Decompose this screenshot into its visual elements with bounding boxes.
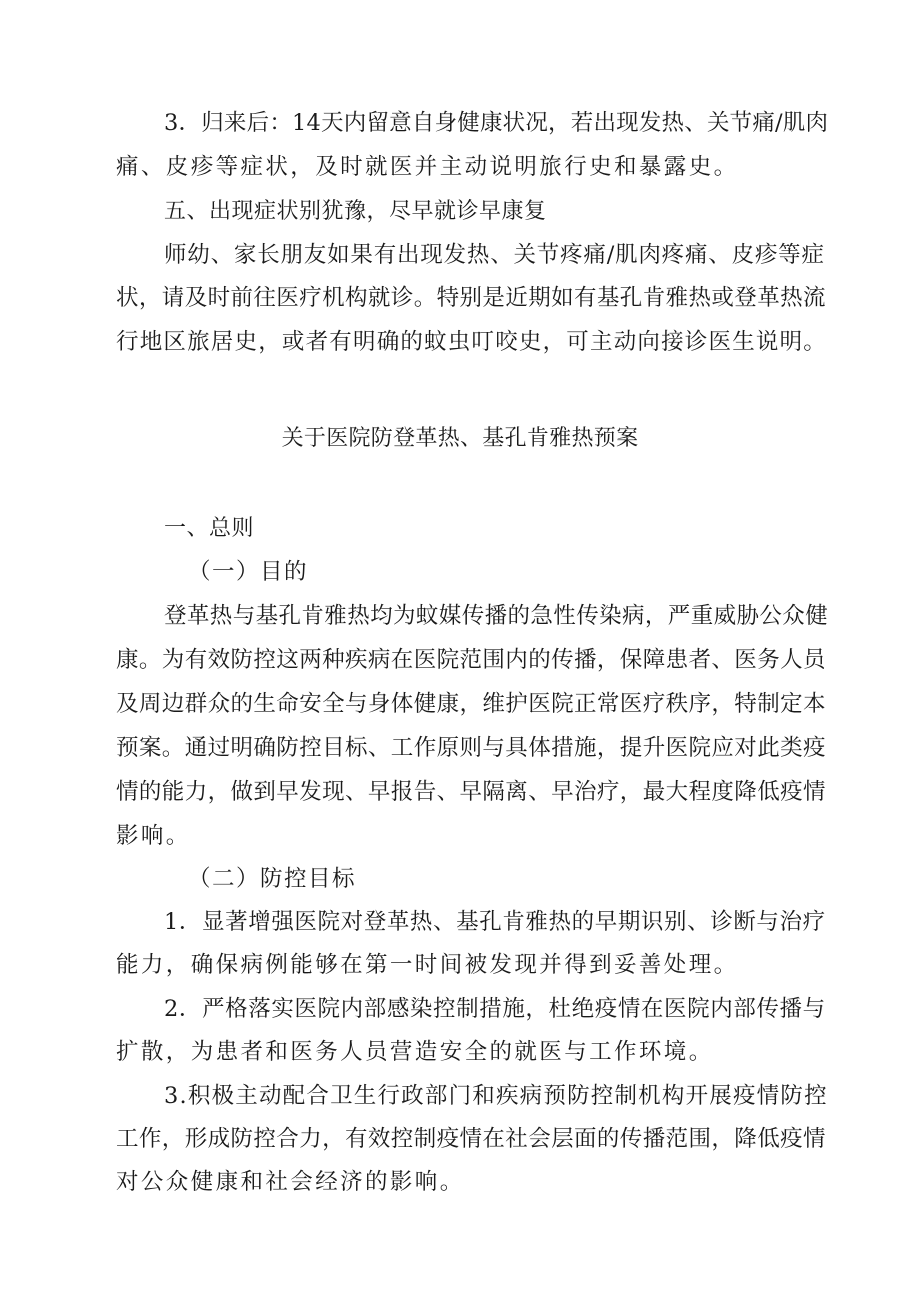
- section5-line-1: 师幼、家长朋友如果有出现发热、关节疼痛/肌肉疼痛、皮疹等症: [164, 242, 825, 268]
- purpose-line-4: 预案。通过明确防控目标、工作原则与具体措施，提升医院应对此类疫: [116, 735, 826, 761]
- purpose-line-6: 影响。: [116, 823, 191, 849]
- purpose-line-5: 情的能力，做到早发现、早报告、早隔离、早治疗，最大程度降低疫情: [116, 779, 826, 805]
- section5-line-2: 状，请及时前往医疗机构就诊。特别是近期如有基孔肯雅热或登革热流: [116, 285, 826, 311]
- goals-heading: （二）防控目标: [188, 866, 357, 892]
- goal-3-line-1: 3.积极主动配合卫生行政部门和疾病预防控制机构开展疫情防控: [164, 1083, 828, 1109]
- goal-1-line-2: 能力，确保病例能够在第一时间被发现并得到妥善处理。: [116, 952, 739, 978]
- goal-3-line-3: 对公众健康和社会经济的影响。: [116, 1169, 465, 1195]
- purpose-line-1: 登革热与基孔肯雅热均为蚊媒传播的急性传染病，严重威胁公众健: [164, 603, 829, 629]
- section5-line-3: 行地区旅居史，或者有明确的蚊虫叮咬史，可主动向接诊医生说明。: [116, 329, 828, 355]
- item3-line-1: 3．归来后：14天内留意自身健康状况，若出现发热、关节痛/肌肉: [164, 110, 829, 136]
- section5-heading: 五、出现症状别犹豫，尽早就诊早康复: [164, 199, 547, 224]
- purpose-heading: （一）目的: [188, 559, 309, 585]
- goal-3-line-2: 工作，形成防控合力，有效控制疫情在社会层面的传播范围，降低疫情: [116, 1126, 826, 1152]
- document-title: 关于医院防登革热、基孔肯雅热预案: [281, 426, 639, 451]
- purpose-line-2: 康。为有效防控这两种疾病在医院范围内的传播，保障患者、医务人员: [116, 647, 826, 673]
- purpose-line-3: 及周边群众的生命安全与身体健康，维护医院正常医疗秩序，特制定本: [116, 691, 826, 717]
- goal-1-line-1: 1．显著增强医院对登革热、基孔肯雅热的早期识别、诊断与治疗: [164, 909, 826, 935]
- goal-2-line-1: 2．严格落实医院内部感染控制措施，杜绝疫情在医院内部传播与: [164, 996, 826, 1022]
- item3-line-2: 痛、皮疹等症状，及时就医并主动说明旅行史和暴露史。: [116, 154, 739, 180]
- goal-2-line-2: 扩散，为患者和医务人员营造安全的就医与工作环境。: [116, 1039, 714, 1065]
- section1-heading: 一、总则: [164, 516, 255, 541]
